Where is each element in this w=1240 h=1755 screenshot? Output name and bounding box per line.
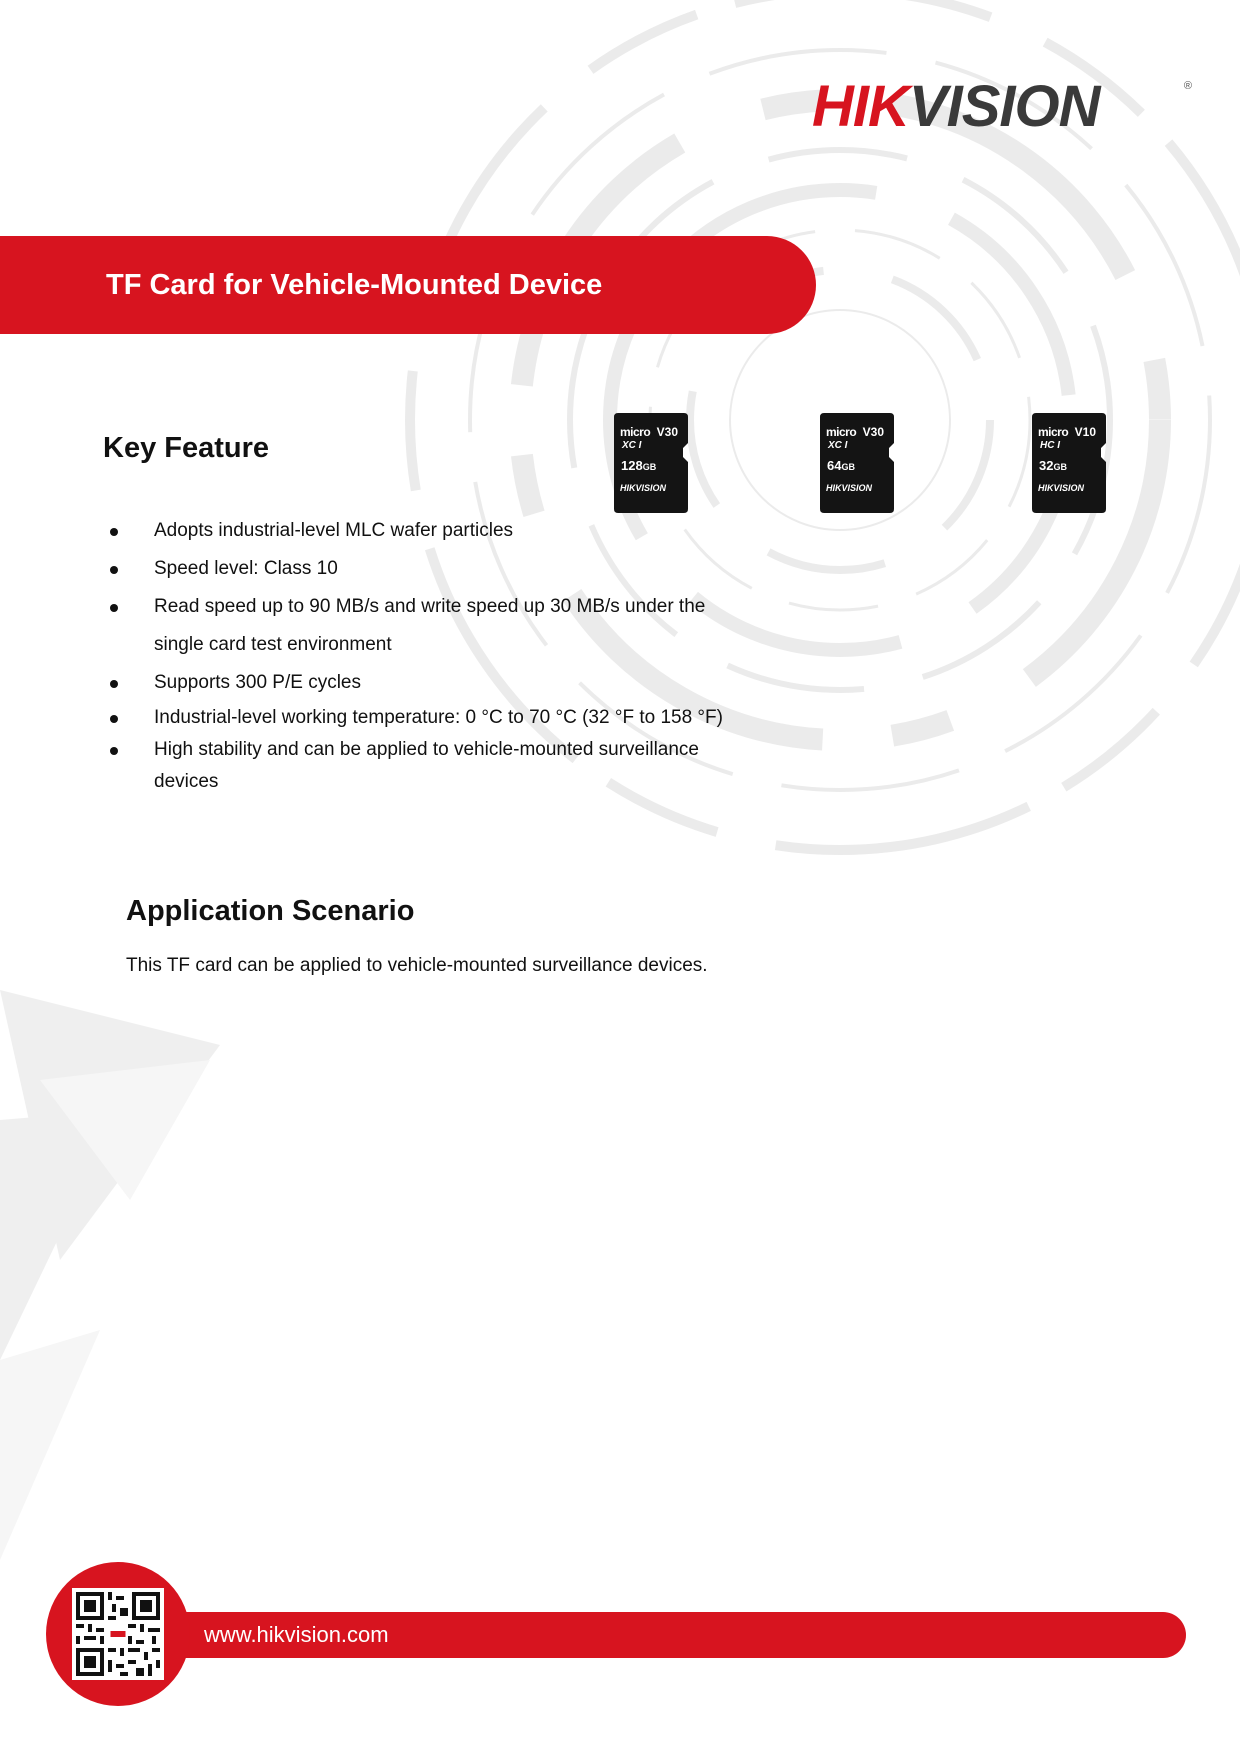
bullet-icon <box>110 604 118 612</box>
bullet-icon <box>110 715 118 723</box>
list-item: High stability and can be applied to vehicle-mounted surveillance devices <box>108 734 788 798</box>
list-item: Supports 300 P/E cycles <box>108 664 788 702</box>
footer-bar <box>150 1612 1186 1658</box>
bullet-icon <box>110 528 118 536</box>
list-item: Read speed up to 90 MB/s and write speed up 30 MB/s under the single card test environment <box>108 588 788 664</box>
card-speed-class: V10 <box>1074 425 1096 439</box>
application-scenario-heading: Application Scenario <box>126 895 415 927</box>
card-capacity: 64GB <box>827 458 855 473</box>
bullet-icon <box>110 680 118 688</box>
list-item: Adopts industrial-level MLC wafer particles <box>108 512 788 550</box>
hikvision-logo <box>812 72 1192 142</box>
card-logo: micro <box>620 425 651 439</box>
qr-code-icon <box>72 1588 164 1680</box>
bullet-icon <box>110 747 118 755</box>
qr-badge <box>46 1562 190 1706</box>
card-sd-type: HC I <box>1040 440 1060 451</box>
key-feature-list <box>108 512 788 798</box>
card-sd-type: XC I <box>828 440 848 451</box>
logo-wordmark: HIKVISION <box>812 74 1100 139</box>
card-sd-type: XC I <box>622 440 642 451</box>
card-brand: HIKVISION <box>620 483 667 493</box>
card-brand: HIKVISION <box>826 483 873 493</box>
title-banner <box>0 236 816 334</box>
card-logo: micro <box>1038 425 1069 439</box>
bullet-icon <box>110 566 118 574</box>
product-card-32gb <box>1032 413 1106 513</box>
card-capacity: 32GB <box>1039 458 1067 473</box>
website-link[interactable]: www.hikvision.com <box>204 1622 389 1647</box>
card-speed-class: V30 <box>862 425 884 439</box>
page-title: TF Card for Vehicle-Mounted Device <box>106 269 603 301</box>
list-item: Industrial-level working temperature: 0 °C to 70 °C (32 °F to 158 °F) <box>108 702 788 734</box>
list-item: Speed level: Class 10 <box>108 550 788 588</box>
card-speed-class: V30 <box>656 425 678 439</box>
registered-mark: ® <box>1183 80 1192 92</box>
card-logo: micro <box>826 425 857 439</box>
card-capacity: 128GB <box>621 458 657 473</box>
key-feature-heading: Key Feature <box>103 432 270 464</box>
application-scenario-text: This TF card can be applied to vehicle-mounted surveillance devices. <box>126 955 708 976</box>
card-brand: HIKVISION <box>1038 483 1085 493</box>
product-card-64gb <box>820 413 894 513</box>
product-card-128gb <box>614 413 688 513</box>
